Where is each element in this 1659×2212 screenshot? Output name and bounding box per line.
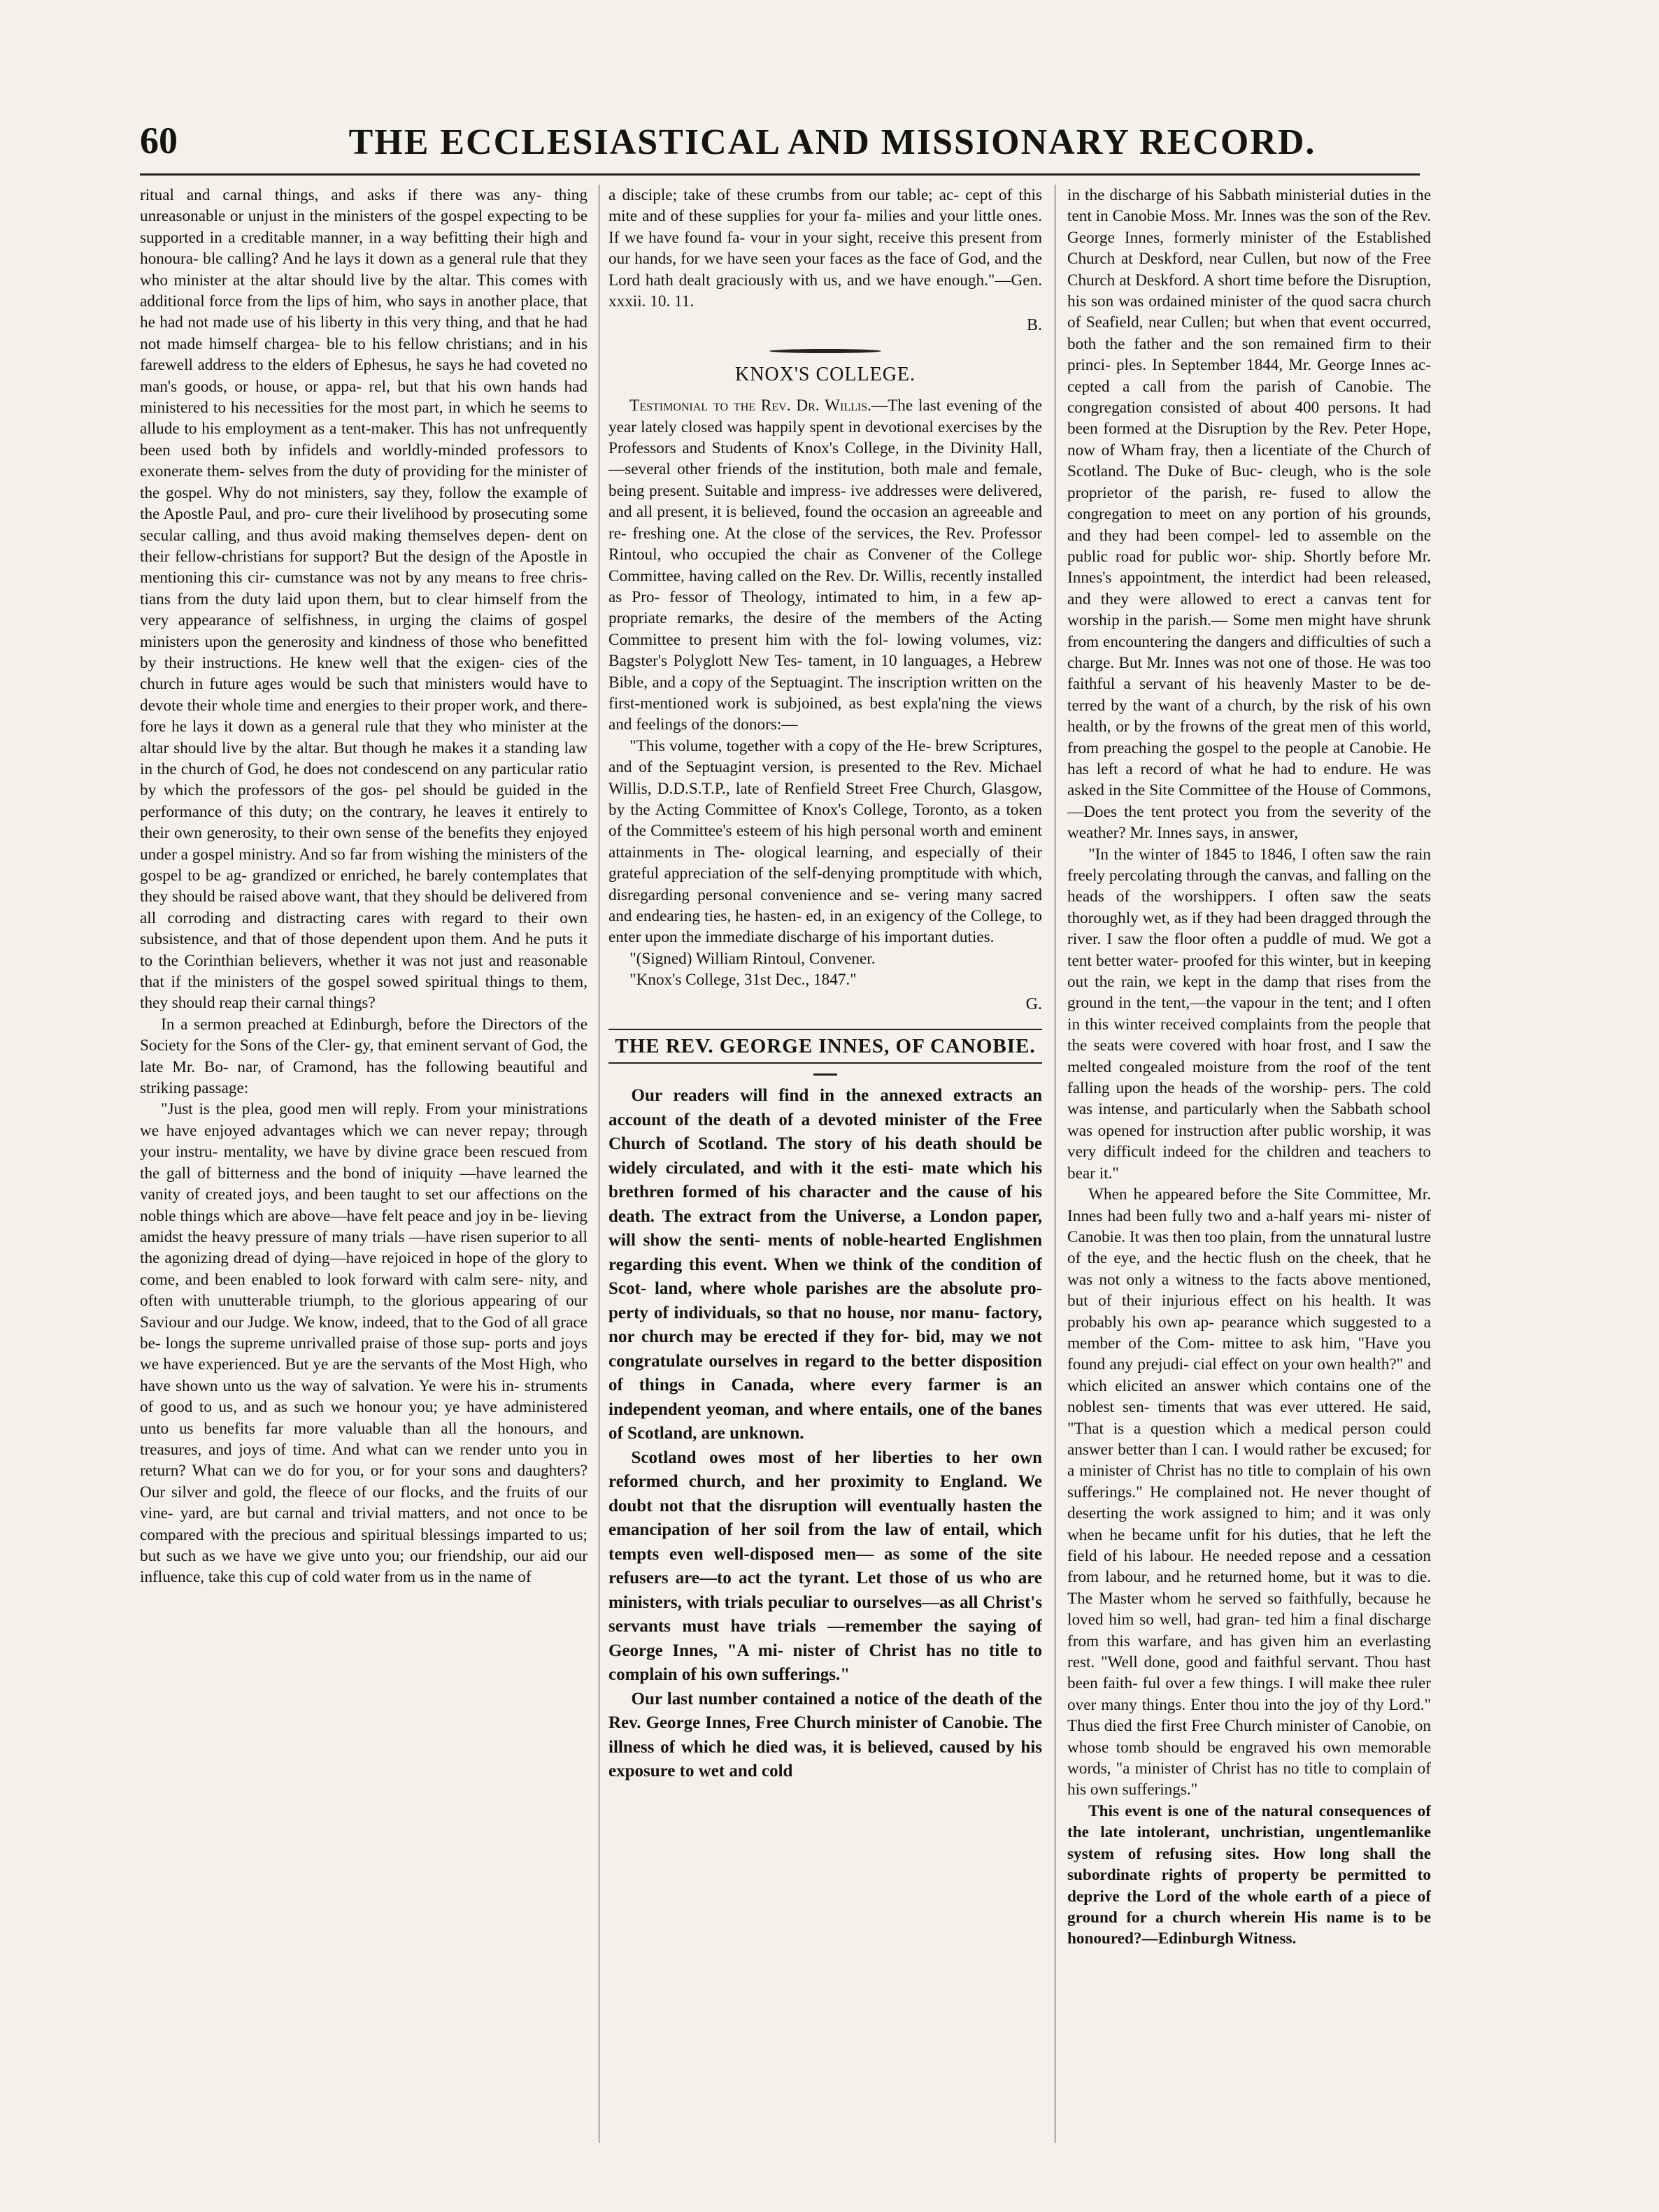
page-header — [140, 117, 1420, 176]
knox-inscription: "This volume, together with a copy of the He- brew Scriptures, and of the Septuagint version, is presented to the Rev. Michael Willis, D.D.S.T.P., late of Renfield Street Free Church, Glasgow, by the Acting Committee of Knox's College, Toronto, as a token of the Committee's esteem of his high personal worth and eminent attainments in The- ological learning, and especially of their grateful appreciation of the self-denying promptitude with which, disregarding personal convenience and se- vering many sacred and endearing ties, he hasten- ed, in an exigency of the College, to enter upon the immediate discharge of his important duties. — [608, 736, 1042, 947]
running-title: THE ECCLESIASTICAL AND MISSIONARY RECORD. — [348, 122, 1316, 162]
section-heading-knox-college: KNOX'S COLLEGE. — [734, 363, 916, 385]
column-3 — [1067, 185, 1431, 2143]
knox-date: "Knox's College, 31st Dec., 1847." — [629, 971, 857, 990]
col3-paragraph-1: in the discharge of his Sabbath ministerial duties in the tent in Canobie Moss. Mr. Innes was the son of the Rev. George Innes, formerly minister of the Established Church at Deskford, near Cullen, but now of the Free Church at Deskford. A short time before the Disruption, his son was ordained minister of the quod sacra church of Seafield, near Cullen; but when that event occurred, both the father and the son remained firm to their princi- ples. In September 1844, Mr. George Innes ac- cepted a call from the parish of Canobie. The congregation consisted of about 400 persons. It had been formed at the Disruption by the Rev. Peter Hope, now of Wham fray, then a licentiate of the Church of Scotland. The Duke of Buc- cleugh, who is the sole proprietor of the parish, re- fused to allow the congregation to meet on any portion of his grounds, and they had been compel- led to assemble on the public road for public wor- ship. Shortly before Mr. Innes's appointment, the interdict had been released, and they were allowed to erect a canvas tent for worship in the parish.— Some men might have shrunk from encountering the dangers and difficulties of such a charge. But Mr. Innes was not one of those. He was too faithful a servant of his heavenly Master to be de- terred by the want of a church, by the risk of his own health, or by the frowns of the great men of this world, from preaching the gospel to the people at Canobie. He has left a record of what he had to endure. He was asked in the Site Committee of the House of Commons,—Does the tent protect you from the severity of the weather? Mr. Innes says, in answer, — [1067, 186, 1431, 843]
knox-signed: "(Signed) William Rintoul, Convener. — [629, 949, 876, 968]
section-heading-innes: THE REV. GEORGE INNES, OF CANOBIE. — [608, 1029, 1042, 1064]
col1-paragraph-1: ritual and carnal things, and asks if there was any- thing unreasonable or unjust in the ministers of the gospel expecting to be supported in a creditable manner, in a way befitting their high and honoura- ble calling? And he lays it down as a general rule that they who minister at the altar should live by the altar. This comes with additional force from the lips of him, who says in another place, that he had not made use of his liberty in this very thing, and that he had not made himself chargea- ble to his fellow christians; and in his farewell address to the elders of Ephesus, he says he had coveted no man's goods, or house, or appa- rel, but that his own hands had ministered to his necessities for the most part, in which he seems to allude to his employment as a tent-maker. This has not unfrequently been used both by infidels and worldly-minded professors to exonerate them- selves from the duty of providing for the minister of the gospel. Why do not ministers, say they, follow the example of the Apostle Paul, and pro- cure their livelihood by prosecuting some secular calling, and thus avoid making themselves depen- dent on their fellow-christians for support? But the design of the Apostle in mentioning this cir- cumstance was not by any means to free chris- tians from the duty laid upon them, but to clear himself from the very appearance of selfishness, in urging the claims of gospel ministers upon the generosity and kindness of those who benefitted by their instructions. He knew well that the exigen- cies of the church in future ages would be such that ministers would have to devote their whole time and energies to their proper work, and there- fore he lays it down as a general rule that they who minister at the altar should live by the altar. But though he makes it a standing law in the church of God, he does not condescend on any particular ratio by which the professors of the gos- pel should be guided in the performance of this duty; on the contrary, he leaves it entirely to their own generosity, to their own sense of the benefits they enjoyed under a gospel ministry. And so far from wishing the ministers of the gospel to be ag- grandized or enriched, he barely contemplates that they should be raised above want, that they should be delivered from all corroding and distracting cares with regard to their own subsistence, and that of those dependent upon them. And he puts it to the Corinthian believers, whether it was not just and reasonable that if the ministers of the gospel sowed spiritual things to them, they should reap their carnal things? — [140, 186, 588, 1013]
innes-paragraph-3: Our last number contained a notice of the death of the Rev. George Innes, Free Church minister of Canobie. The illness of which he died was, it is believed, caused by his exposure to wet and cold — [608, 1689, 1042, 1781]
signature-g: G. — [1025, 994, 1042, 1013]
innes-intro-block — [608, 1084, 1042, 1784]
heading-dash — [813, 1073, 837, 1076]
page-number: 60 — [140, 120, 178, 162]
innes-paragraph-2: Scotland owes most of her liberties to her own reformed church, and her proximity to England. We doubt not that the disruption will eventually hasten the emancipation of her soil from the law of entail, which tempts even well-disposed men— as some of the site refusers are—to act the tyrant. Let those of us who are ministers, with trials peculiar to ourselves—as all Christ's servants must have trials —remember the saying of George Innes, "A mi- nister of Christ has no title to complain of his own sufferings." — [608, 1448, 1042, 1685]
innes-paragraph-1: Our readers will find in the annexed extracts an account of the death of a devoted minister of the Free Church of Scotland. The story of his death should be widely circulated, and with it the esti- mate which his brethren formed of his character and the cause of his death. The extract from the Universe, a London paper, will show the senti- ments of noble-hearted Englishmen regarding this event. When we think of the condition of Scot- land, where whole parishes are the absolute pro- perty of individuals, so that no house, nor manu- factory, nor church may be erected if they for- bid, may we not congratulate ourselves in regard to the better disposition of things in Canada, where every farmer is an independent yeoman, and where entails, one of the banes of Scotland, are unknown. — [608, 1086, 1042, 1443]
column-1 — [140, 185, 588, 2143]
col3-quote-winter: "In the winter of 1845 to 1846, I often saw the rain freely percolating through the canvas, and falling on the heads of the worshippers. I often saw the seats thoroughly wet, as if they had been dragged through the river. I saw the floor often a puddle of mud. We got a tent better water- proofed for this winter, but in keeping out the rain, we kept in the damp that rises from the ground in the tent,—the vapour in the tent; and I often in this winter received complaints from the people that the seats were covered with hoar frost, and I saw the melted congealed moisture from the roof of the tent falling upon the heads of the worship- pers. The cold was intense, and particularly when the Sabbath school was opened for instruction after public worship, it was very difficult indeed for the children and teachers to bear it." — [1067, 845, 1431, 1183]
knox-paragraph-1 — [608, 395, 1042, 736]
knox-body: —The last evening of the year lately closed was happily spent in devotional exercises by the Professors and Students of Knox's College, in the Divinity Hall, —several other friends of the institution, both male and female, being present. Suitable and impress- ive addresses were delivered, and all present, it is believed, found the occasion an agreeable and re- freshing one. At the close of the services, the Rev. Professor Rintoul, who occupied the chair as Convener of the College Committee, having called on the Rev. Dr. Willis, recently installed as Pro- fessor of Theology, intimated to him, in a few ap- propriate remarks, the desire of the members of the Acting Committee to present him with the fol- lowing volumes, viz: Bagster's Polyglott New Tes- tament, in 10 languages, a Hebrew Bible, and a copy of the Septuagint. The inscription written on the first-mentioned work is subjoined, as best expla'ning the views and feelings of the donors:— — [608, 397, 1042, 734]
ornamental-separator — [769, 349, 881, 353]
knox-lead: Testimonial to the Rev. Dr. Willis. — [629, 397, 871, 415]
column-2 — [608, 185, 1042, 2143]
col1-quote-bonar: "Just is the plea, good men will reply. From your ministrations we have enjoyed advantages which we can never repay; through your instru- mentality, we have by divine grace been rescued from the gall of bitterness and the bond of iniquity —have learned the vanity of created joys, and been taught to set our affections on the noble things which are above—have felt peace and joy in be- lieving amidst the heavy pressure of many trials —have risen superior to all the agonizing dread of dying—have rejoiced in hope of the glory to come, and been enabled to look forward with calm sere- nity, and often with unutterable triumph, to the glorious appearing of our Saviour and our Judge. We know, indeed, that to the God of all grace be- longs the supreme unrivalled praise of those sup- ports and joys we have experienced. But ye are the servants of the Most High, who have shown unto us the way of salvation. Ye were his in- struments of good to us, and as such we honour you; ye have administered unto us benefits far more valuable than all the honours, and treasures, and joys of time. And what can we render unto you in return? What can we do for you, or for your sons and daughters? Our silver and gold, the fleece of our flocks, and the fruits of our vine- yard, are but carnal and trivial matters, and not once to be compared with the precious and spiritual blessings imparted to us; but such as we have we give unto you; our friendship, our aid our influence, take this cup of cold water from us in the name of — [140, 1100, 588, 1587]
signature-b: B. — [1026, 316, 1042, 335]
col2-paragraph-1: a disciple; take of these crumbs from our table; ac- cept of this mite and of these supplies for your fa- milies and your little ones. If we have found fa- vour in your sight, receive this present from our hands, for we have seen your faces as the face of God, and the Lord hath dealt graciously with us, and we have enough."—Gen. xxxii. 10. 11. — [608, 186, 1042, 311]
col3-paragraph-4: This event is one of the natural consequences of the late intolerant, unchristian, ungentlemanlike system of refusing sites. How long shall the subordinate rights of property be permitted to deprive the Lord of the whole earth of a piece of ground for a church wherein His name is to be honoured?—Edinburgh Witness. — [1067, 1801, 1431, 1948]
col1-paragraph-2: In a sermon preached at Edinburgh, before the Directors of the Society for the Sons of the Cler- gy, that eminent servant of God, the late Mr. Bo- nar, of Cramond, has the following beautiful and striking passage: — [140, 1015, 588, 1098]
col3-paragraph-3: When he appeared before the Site Committee, Mr. Innes had been fully two and a-half years mi- nister of Canobie. It was then too plain, from the unnatural lustre of the eye, and the hectic flush on the cheek, that he was not only a witness to the facts above mentioned, but of their injurious effect on his health. It was probably his own ap- pearance which suggested to a member of the Com- mittee to ask him, "Have you found any prejudi- cial effect on your own health?" and which elicited an answer which contains one of the noblest sen- timents that was ever uttered. He said, "That is a question which a medical person could answer better than I can. I would rather be excused; for a minister of Christ has no title to complain of his own sufferings." He complained not. He never thought of deserting the work assigned to him; and it was only when he became unfit for his duties, that he left the field of his labour. He needed repose and a cessation from labour, and he returned home, but it was to die. The Master whom he served so faithfully, because he loved him so well, had gran- ted him a final discharge from this warfare, and has given him an everlasting rest. "Well done, good and faithful servant. Thou hast been faith- ful over a few things. I will make thee ruler over many things. Enter thou into the joy of thy Lord." Thus died the first Free Church minister of Canobie, on whose tomb should be engraved his own memorable words, "a minister of Christ has no title to complain of his own sufferings." — [1067, 1185, 1431, 1799]
